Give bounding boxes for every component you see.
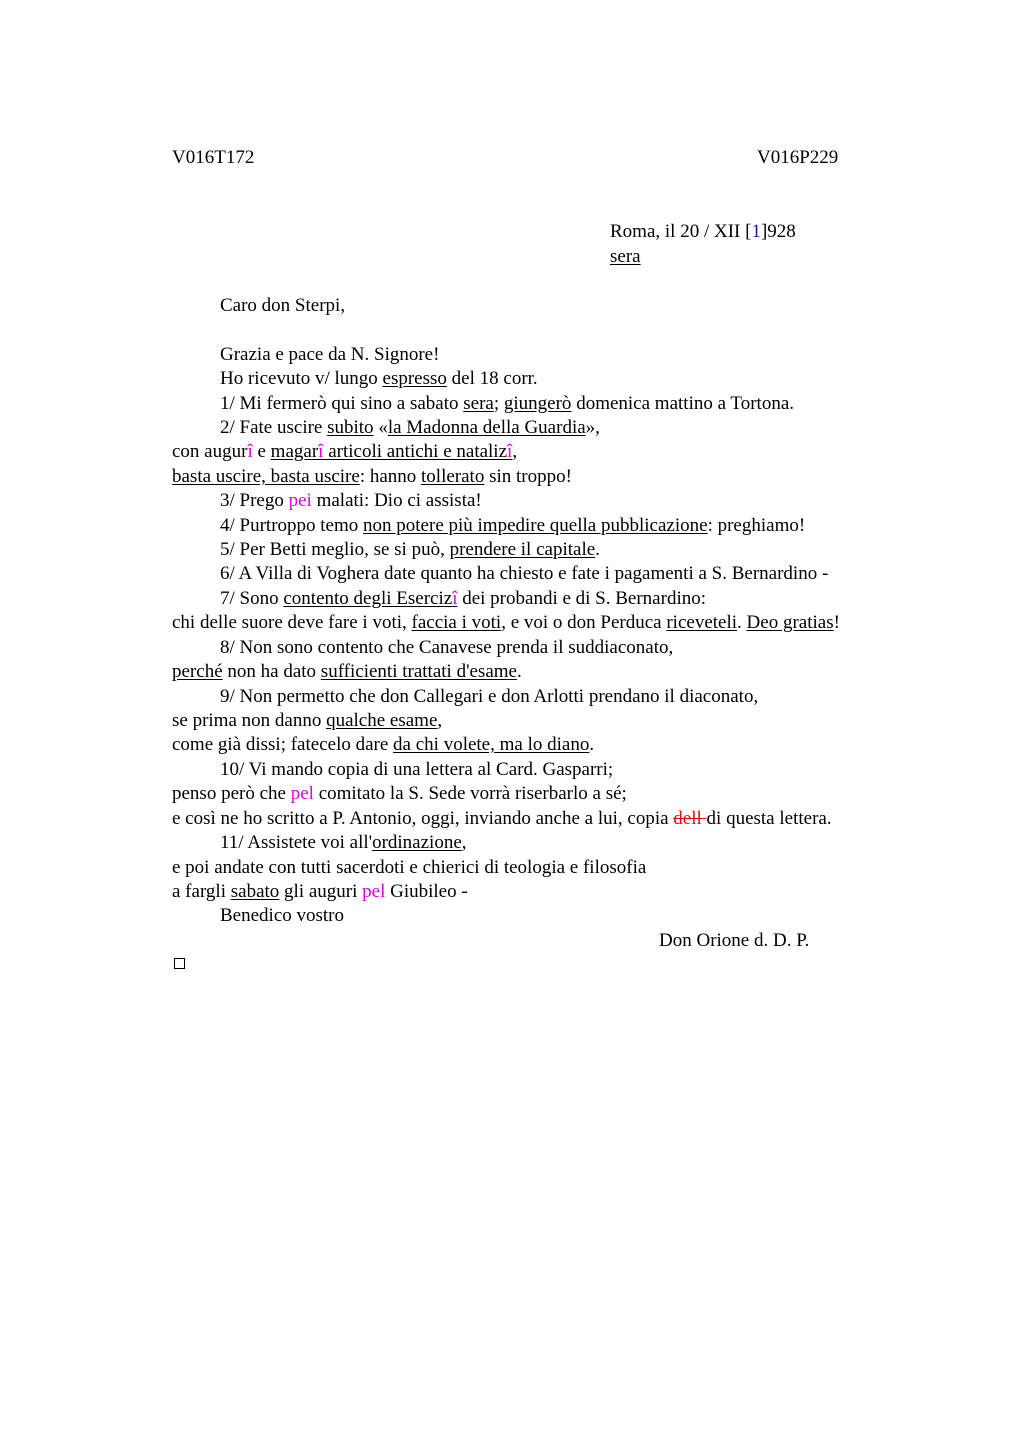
item-10-line-1: 10/ Vi mando copia di una lettera al Card. Gasparri; xyxy=(220,759,614,780)
time-of-day: sera xyxy=(610,246,641,267)
item-9-line-2: se prima non danno qualche esame, xyxy=(172,710,443,731)
item-4-line: 4/ Purtroppo temo non potere più impedire quella pubblicazione: preghiamo! xyxy=(220,515,806,536)
item-10-line-3: e così ne ho scritto a P. Antonio, oggi, inviando anche a lui, copia dell di questa lettera. xyxy=(172,808,832,829)
closing-line: Benedico vostro xyxy=(220,905,345,926)
item-6-line: 6/ A Villa di Voghera date quanto ha chiesto e fate i pagamenti a S. Bernardino - xyxy=(220,563,829,584)
item-7-line-2: chi delle suore deve fare i voti, faccia i voti, e voi o don Perduca riceveteli. Deo gratias! xyxy=(172,612,840,633)
salutation: Caro don Sterpi, xyxy=(220,295,346,316)
item-8-line-1: 8/ Non sono contento che Canavese prenda il suddiaconato, xyxy=(220,637,674,658)
item-10-line-2: penso però che pel comitato la S. Sede vorrà riserbarlo a sé; xyxy=(172,783,627,804)
item-3-line: 3/ Prego pei malati: Dio ci assista! xyxy=(220,490,482,511)
item-11-line-2: e poi andate con tutti sacerdoti e chierici di teologia e filosofia xyxy=(172,857,647,878)
item-1-line: 1/ Mi fermerò qui sino a sabato sera; giungerò domenica mattino a Tortona. xyxy=(220,393,795,414)
item-7-line-1: 7/ Sono contento degli Esercizî dei probandi e di S. Bernardino: xyxy=(220,588,706,609)
item-9-line-1: 9/ Non permetto che don Callegari e don Arlotti prendano il diaconato, xyxy=(220,686,759,707)
document-code-left: V016T172 xyxy=(172,147,255,168)
item-11-line-1: 11/ Assistete voi all'ordinazione, xyxy=(220,832,467,853)
item-2-line-2: con augurî e magarî articoli antichi e natalizî, xyxy=(172,441,518,462)
item-2-line-3: basta uscire, basta uscire: hanno tollerato sin troppo! xyxy=(172,466,572,487)
item-5-line: 5/ Per Betti meglio, se si può, prendere il capitale. xyxy=(220,539,600,560)
place-date-line: Roma, il 20 / XII [1]928 xyxy=(610,221,796,242)
item-2-line-1: 2/ Fate uscire subito «la Madonna della Guardia», xyxy=(220,417,600,438)
item-9-line-3: come già dissi; fatecelo dare da chi volete, ma lo diano. xyxy=(172,734,595,755)
item-11-line-3: a fargli sabato gli auguri pel Giubileo - xyxy=(172,881,468,902)
item-8-line-2: perché non ha dato sufficienti trattati d'esame. xyxy=(172,661,522,682)
end-marker-square-icon xyxy=(174,958,185,969)
page-code-right: V016P229 xyxy=(757,147,839,168)
greeting-line: Grazia e pace da N. Signore! xyxy=(220,344,440,365)
received-line: Ho ricevuto v/ lungo espresso del 18 corr. xyxy=(220,368,538,389)
signature: Don Orione d. D. P. xyxy=(659,930,810,951)
